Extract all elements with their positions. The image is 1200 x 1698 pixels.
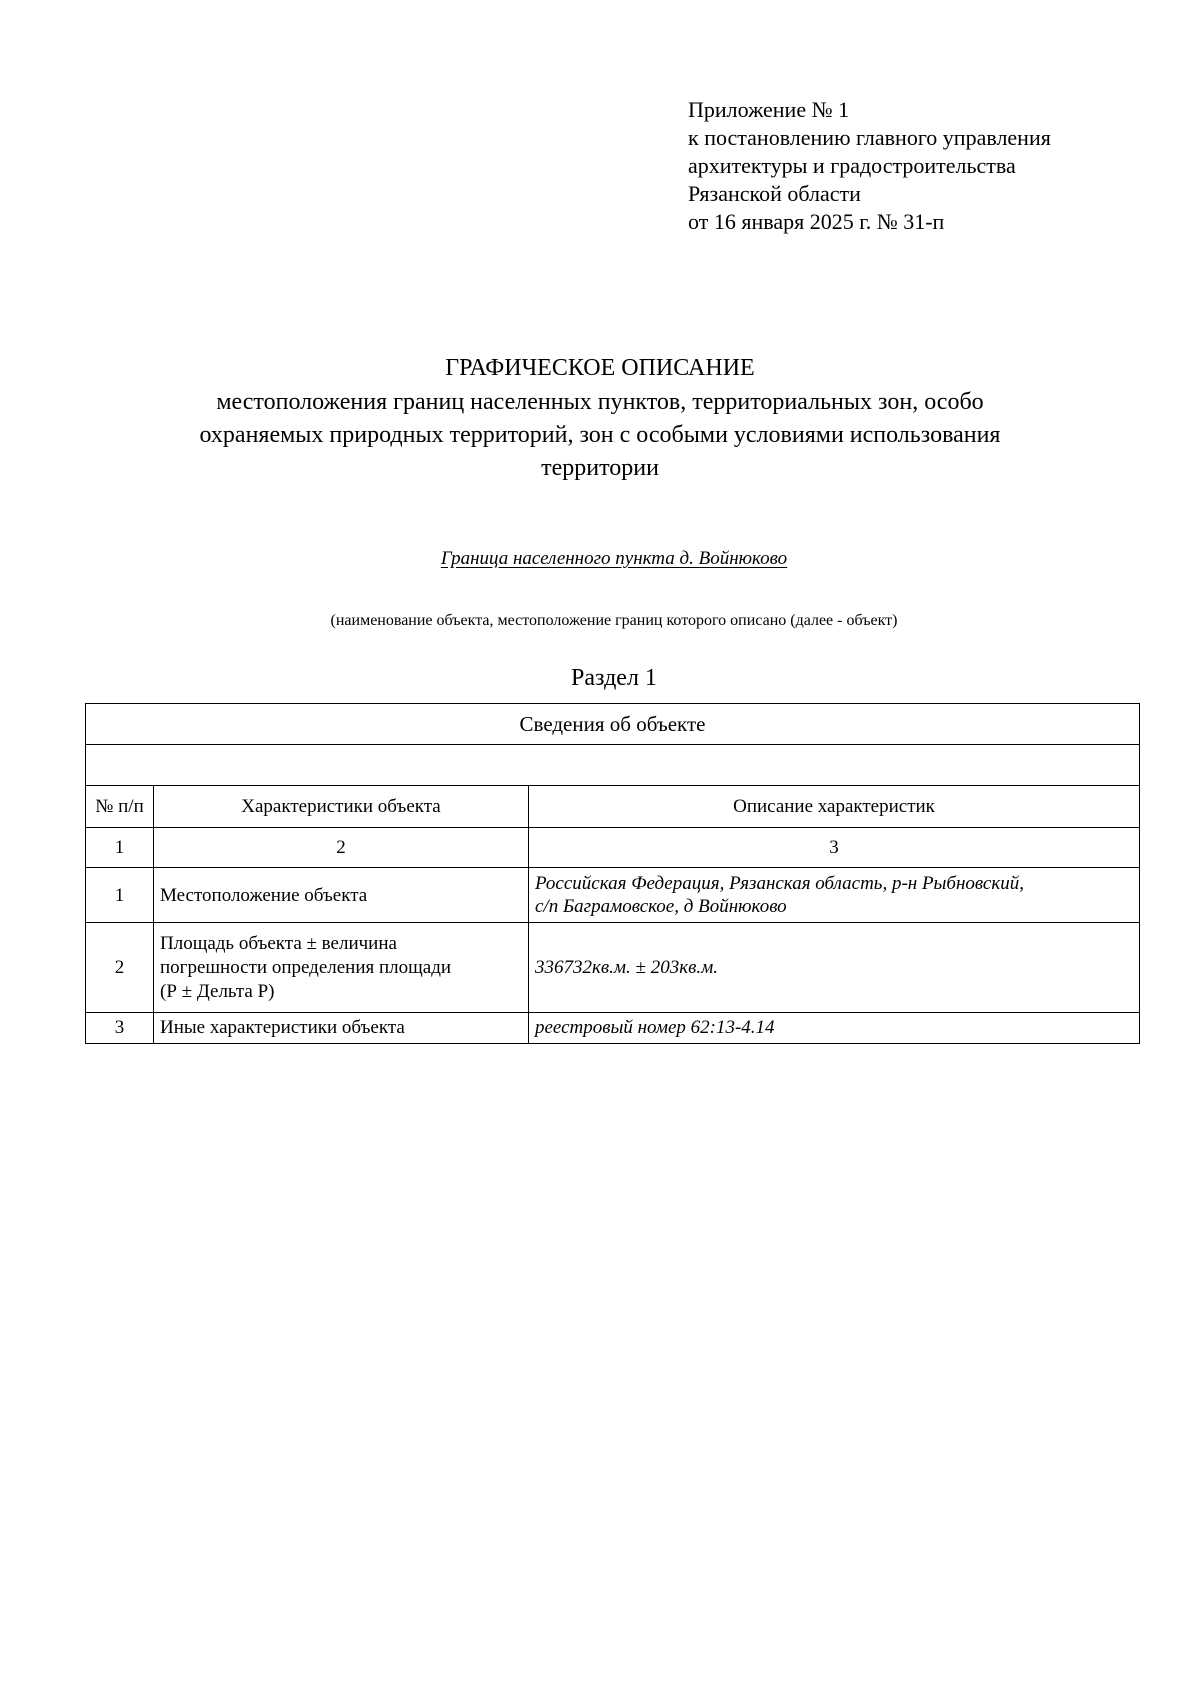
column-header: Описание характеристик	[529, 786, 1140, 828]
title-subtitle-line: охраняемых природных территорий, зон с особыми условиями использования	[199, 422, 1001, 448]
table-empty-cell	[86, 745, 1140, 786]
title-subtitle-line: местоположения границ населенных пунктов, территориальных зон, особо	[216, 389, 984, 415]
appendix-line: архитектуры и градостроительства	[688, 153, 1016, 178]
column-number: 2	[154, 828, 529, 868]
title-main: ГРАФИЧЕСКОЕ ОПИСАНИЕ	[445, 355, 755, 381]
appendix-line: к постановлению главного управления	[688, 125, 1051, 150]
table-row	[86, 923, 1140, 1013]
table-header-row	[86, 786, 1140, 828]
description-line: 336732кв.м. ± 203кв.м.	[535, 956, 718, 978]
description-line: с/п Баграмовское, д Войнюково	[535, 896, 787, 917]
description-line: Российская Федерация, Рязанская область, р-н Рыбновский,	[535, 873, 1024, 894]
table-empty-row	[86, 745, 1140, 786]
appendix-header	[688, 96, 1051, 236]
row-description	[529, 923, 1140, 1013]
row-description	[529, 868, 1140, 923]
characteristic-line: погрешности определения площади	[160, 956, 452, 978]
table-column-numbers-row	[86, 828, 1140, 868]
table-row	[86, 868, 1140, 923]
table-row	[86, 1013, 1140, 1044]
object-info-table	[85, 703, 1140, 1044]
appendix-line: Рязанской области	[688, 181, 861, 206]
characteristic-line: Местоположение объекта	[160, 884, 368, 906]
row-number: 3	[86, 1013, 154, 1044]
column-header: Характеристики объекта	[154, 786, 529, 828]
row-characteristic	[154, 923, 529, 1013]
characteristic-line: Иные характеристики объекта	[160, 1017, 405, 1038]
table-heading-row	[86, 704, 1140, 745]
column-number: 3	[529, 828, 1140, 868]
characteristic-line: Площадь объекта ± величина	[160, 932, 397, 954]
column-header: № п/п	[86, 786, 154, 828]
section-title: Раздел 1	[571, 665, 657, 691]
row-description	[529, 1013, 1140, 1044]
object-name	[0, 548, 1200, 570]
row-characteristic	[154, 868, 529, 923]
characteristic-line: (Р ± Дельта Р)	[160, 980, 275, 1002]
table-heading: Сведения об объекте	[86, 704, 1140, 745]
row-number: 2	[86, 923, 154, 1013]
appendix-line: от 16 января 2025 г. № 31-п	[688, 209, 945, 234]
appendix-line: Приложение № 1	[688, 97, 850, 122]
object-caption: (наименование объекта, местоположение границ которого описано (далее - объект)	[330, 612, 898, 629]
object-name-text: Граница населенного пункта д. Войнюково	[440, 548, 788, 569]
column-number: 1	[86, 828, 154, 868]
document-title	[120, 352, 1080, 485]
row-number: 1	[86, 868, 154, 923]
description-line: реестровый номер 62:13-4.14	[535, 1017, 775, 1038]
title-subtitle-line: территории	[541, 455, 659, 481]
row-characteristic	[154, 1013, 529, 1044]
